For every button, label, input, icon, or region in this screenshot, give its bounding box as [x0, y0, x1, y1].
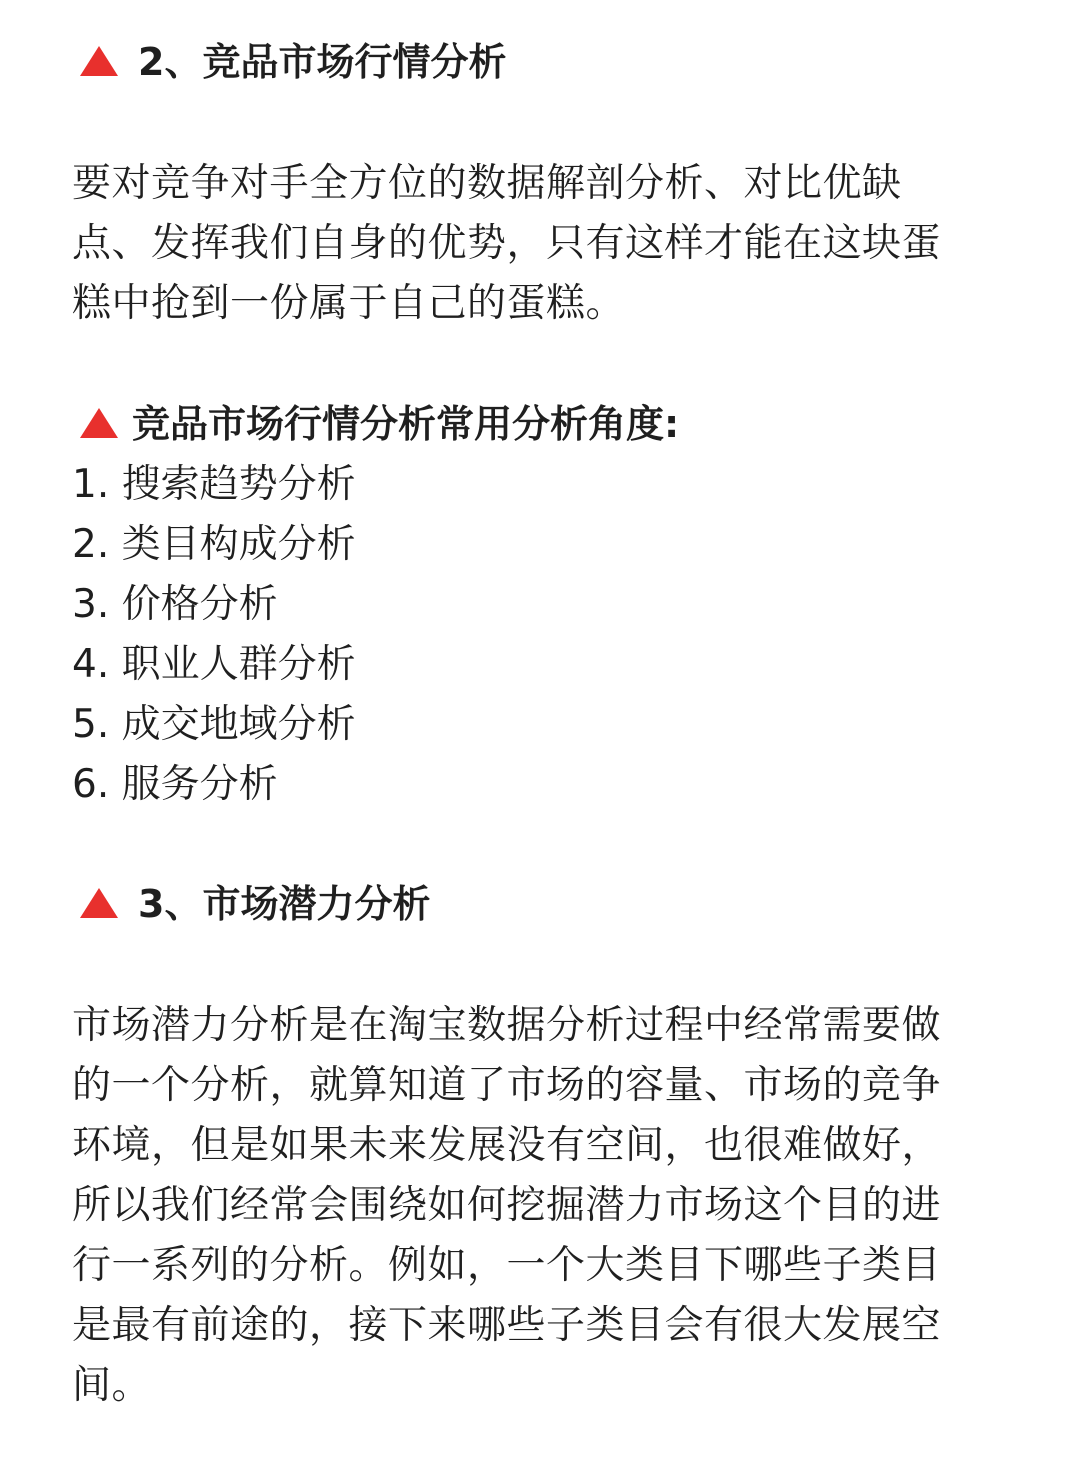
paragraph-line: 环境，但是如果未来发展没有空间，也很难做好，	[72, 1123, 942, 1168]
paragraph-line: 所以我们经常会围绕如何挖掘潜力市场这个目的进	[72, 1183, 942, 1228]
red-triangle-icon	[80, 46, 118, 76]
section-heading-text: 2、竞品市场行情分析	[138, 40, 507, 84]
section-2-paragraph	[72, 154, 1022, 334]
paragraph-line: 点、发挥我们自身的优势，只有这样才能在这块蛋	[72, 221, 942, 266]
paragraph-line: 要对竞争对手全方位的数据解剖分析、对比优缺	[72, 161, 902, 206]
angles-heading-text: 竞品市场行情分析常用分析角度:	[132, 402, 680, 446]
list-item: 6. 服务分析	[72, 762, 278, 807]
paragraph-line: 是最有前途的，接下来哪些子类目会有很大发展空	[72, 1303, 942, 1348]
paragraph-line: 间。	[72, 1363, 152, 1408]
list-item: 5. 成交地域分析	[72, 702, 356, 747]
section-heading-text: 3、市场潜力分析	[138, 882, 431, 926]
red-triangle-icon	[80, 408, 118, 438]
paragraph-line: 行一系列的分析。例如，一个大类目下哪些子类目	[72, 1243, 942, 1288]
angles-heading	[80, 400, 679, 448]
list-item: 3. 价格分析	[72, 582, 278, 627]
paragraph-line: 糕中抢到一份属于自己的蛋糕。	[72, 281, 626, 326]
paragraph-line: 市场潜力分析是在淘宝数据分析过程中经常需要做	[72, 1003, 942, 1048]
red-triangle-icon	[80, 888, 118, 918]
angles-list	[72, 455, 356, 815]
list-item: 4. 职业人群分析	[72, 642, 356, 687]
section-3-paragraph	[72, 996, 1022, 1416]
list-item: 1. 搜索趋势分析	[72, 462, 356, 507]
section-heading-3	[80, 880, 430, 928]
paragraph-line: 的一个分析，就算知道了市场的容量、市场的竞争	[72, 1063, 942, 1108]
list-item: 2. 类目构成分析	[72, 522, 356, 567]
section-heading-2	[80, 38, 506, 86]
